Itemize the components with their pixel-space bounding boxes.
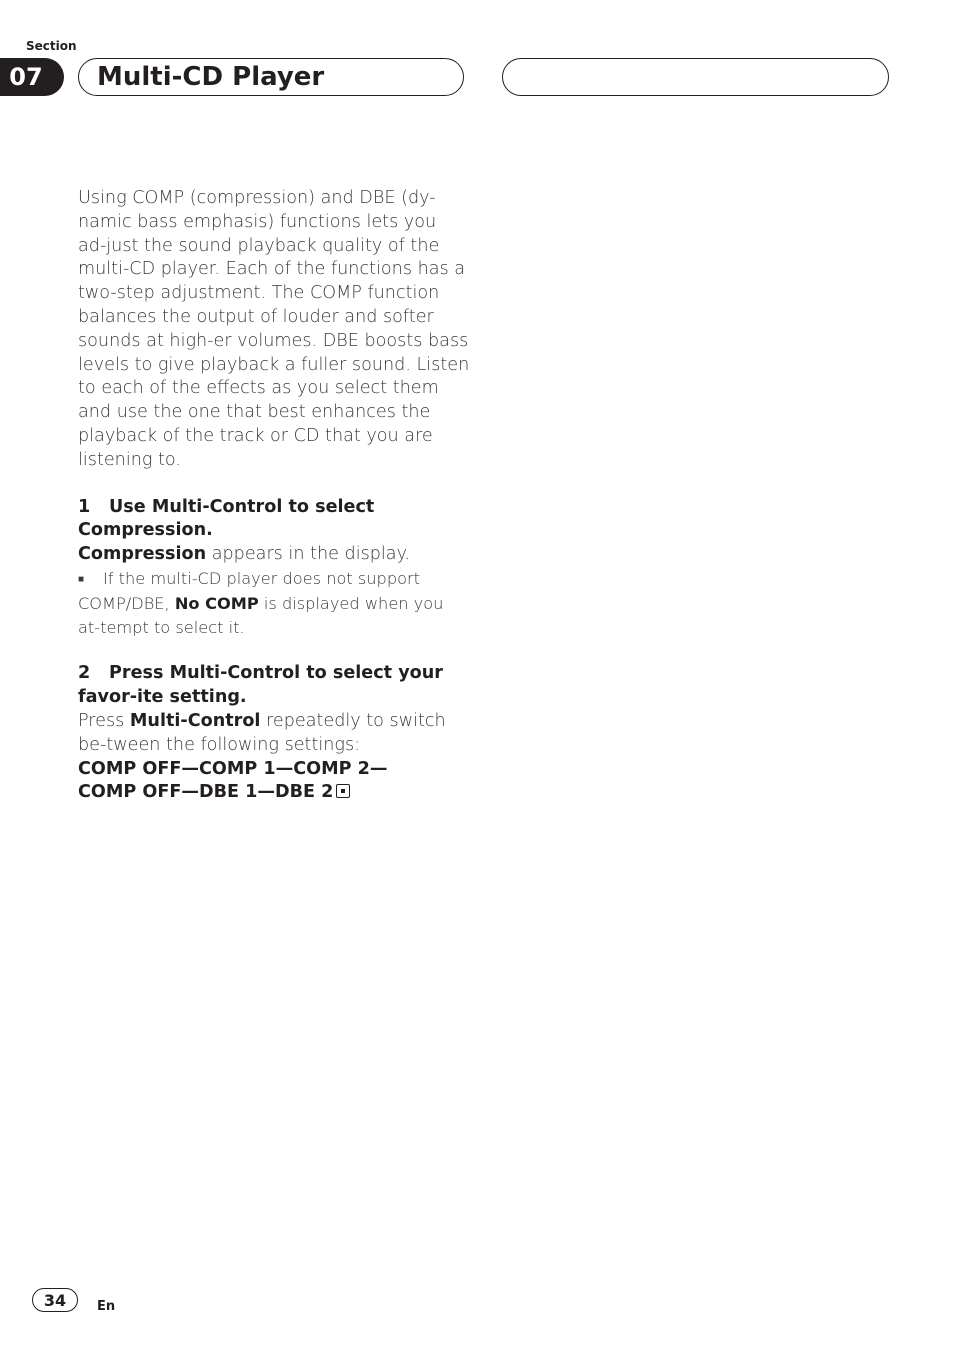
step-1-note [78, 567, 470, 639]
step-2-desc-bold: Multi-Control [129, 710, 261, 731]
step-1-desc-bold: Compression [78, 544, 207, 565]
step-1-description [78, 543, 470, 567]
settings-sequence-line-2 [78, 781, 470, 805]
step-1-heading [78, 496, 470, 544]
header-right-frame [502, 58, 889, 96]
step-1-number: 1 [78, 496, 91, 517]
step-2-desc-post: repeatedly to switch be-tween the following settings: [78, 710, 446, 755]
note-text-bold: No COMP [174, 593, 259, 613]
intro-paragraph: Using COMP (compression) and DBE (dy-namic bass emphasis) functions lets you ad-just the sound playback quality of the multi-CD player. Each of the functions has a two-step adjustment. The COMP function balances the output of louder and softer sounds at high-er volumes. DBE boosts bass levels to give playback a fuller sound. Listen to each of the effects as you select them and use the one that best enhances the playback of the track or CD that you are listening to. [78, 188, 470, 470]
note-text-post: is displayed when you at-tempt to select it. [78, 593, 444, 637]
step-2-heading [78, 662, 470, 710]
end-of-section-icon [336, 784, 350, 798]
page-number: 34 [32, 1288, 78, 1312]
page-title: Multi-CD Player [78, 58, 464, 96]
note-bullet-icon: ■ [78, 573, 85, 585]
step-1-heading-text: Use Multi-Control to select Compression. [78, 496, 375, 541]
note-text-pre: If the multi-CD player does not support COMP/DBE, [78, 568, 421, 613]
main-column [78, 187, 470, 805]
section-number-badge: 07 [0, 58, 64, 96]
settings-sequence-line-2-text: COMP OFF—DBE 1—DBE 2 [78, 782, 334, 803]
step-1-desc-rest: appears in the display. [206, 544, 411, 565]
step-2-desc-pre: Press [78, 710, 130, 731]
language-label: En [97, 1299, 116, 1314]
settings-sequence-line-1: COMP OFF—COMP 1—COMP 2— [78, 758, 388, 779]
step-2-number: 2 [78, 663, 91, 684]
section-label: Section [26, 39, 77, 53]
step-2-description [78, 710, 470, 758]
step-2-heading-text: Press Multi-Control to select your favor-ite setting. [78, 663, 443, 708]
